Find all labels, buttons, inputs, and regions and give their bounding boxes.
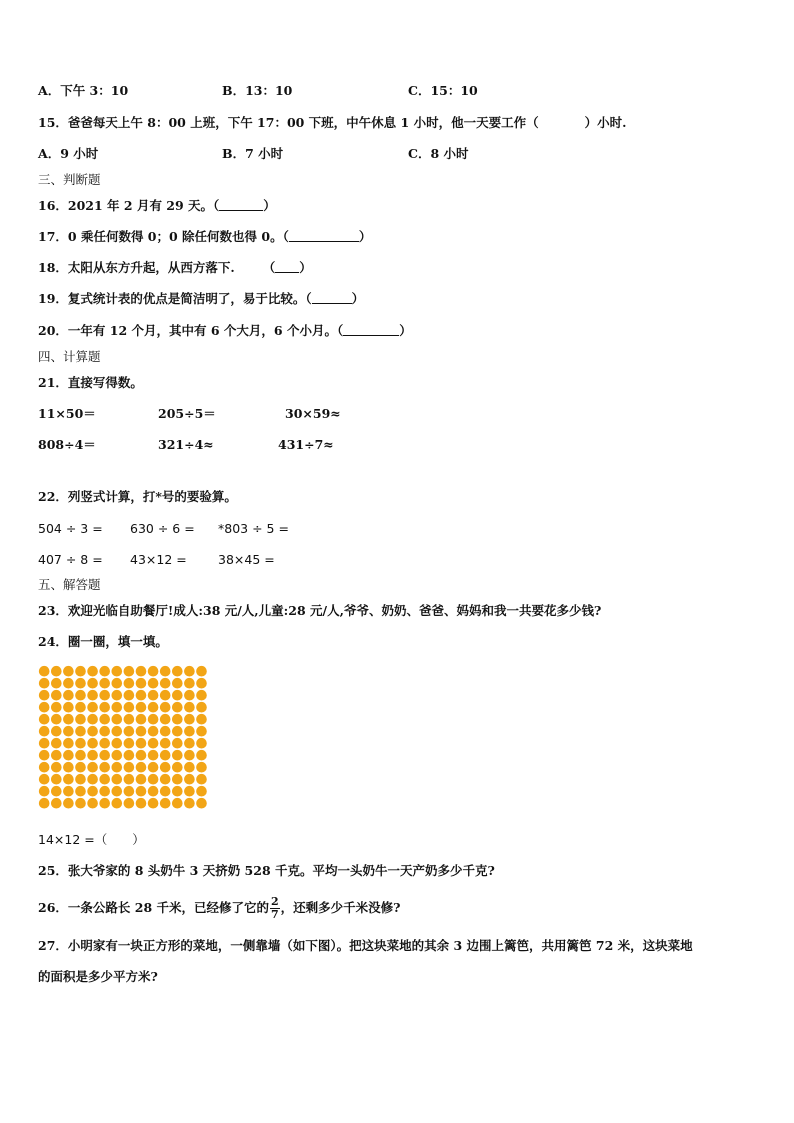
dot xyxy=(172,798,183,809)
dot xyxy=(87,690,98,701)
dot xyxy=(39,702,50,713)
dot xyxy=(99,726,110,737)
dot xyxy=(63,690,74,701)
dot xyxy=(172,774,183,785)
dot xyxy=(99,798,110,809)
dot xyxy=(99,702,110,713)
dot xyxy=(75,678,86,689)
dot xyxy=(196,798,207,809)
section-3-title: 三、判断题 xyxy=(38,172,101,187)
dot xyxy=(39,690,50,701)
dot xyxy=(196,786,207,797)
dot xyxy=(75,702,86,713)
dot xyxy=(51,738,62,749)
dot xyxy=(99,786,110,797)
q22-item: 43×12 = xyxy=(130,552,187,567)
dot xyxy=(124,738,135,749)
dot xyxy=(136,690,147,701)
dot xyxy=(51,702,62,713)
dot xyxy=(160,750,171,761)
dot xyxy=(75,726,86,737)
dot xyxy=(184,702,195,713)
q16-answer-blank[interactable] xyxy=(219,198,263,211)
dot xyxy=(172,714,183,725)
dot xyxy=(39,762,50,773)
dot xyxy=(196,714,207,725)
dot xyxy=(51,690,62,701)
dot xyxy=(160,690,171,701)
dot xyxy=(148,726,159,737)
dot xyxy=(196,726,207,737)
dot xyxy=(112,702,123,713)
dot xyxy=(172,666,183,677)
dot xyxy=(87,798,98,809)
q15-option-b: B．7 小时 xyxy=(222,146,284,161)
dot xyxy=(160,702,171,713)
q17-close: ） xyxy=(358,229,372,244)
dot xyxy=(63,678,74,689)
dot xyxy=(63,714,74,725)
dot xyxy=(184,666,195,677)
dot xyxy=(196,702,207,713)
question-16 xyxy=(38,198,276,214)
dot xyxy=(99,738,110,749)
dot xyxy=(112,786,123,797)
dot xyxy=(112,666,123,677)
dot xyxy=(172,750,183,761)
dot xyxy=(172,786,183,797)
dot xyxy=(124,690,135,701)
q21-item: 808÷4＝ xyxy=(38,437,96,452)
q17-text: 17．0 乘任何数得 0；0 除任何数也得 0。（ xyxy=(38,229,289,244)
dot xyxy=(63,738,74,749)
dot xyxy=(136,798,147,809)
dot xyxy=(99,666,110,677)
dot xyxy=(63,726,74,737)
dot xyxy=(172,726,183,737)
dot xyxy=(160,678,171,689)
dot xyxy=(51,750,62,761)
dot xyxy=(136,726,147,737)
dot xyxy=(75,798,86,809)
dot xyxy=(184,690,195,701)
dot xyxy=(184,738,195,749)
q20-close: ） xyxy=(399,323,412,338)
dot xyxy=(124,798,135,809)
dot xyxy=(172,738,183,749)
dot xyxy=(148,702,159,713)
dot xyxy=(124,750,135,761)
dot xyxy=(160,726,171,737)
dot xyxy=(160,762,171,773)
dot xyxy=(51,726,62,737)
dot xyxy=(99,774,110,785)
q24-title: 24．圈一圈，填一填。 xyxy=(38,634,168,649)
dot xyxy=(51,666,62,677)
dot xyxy=(51,678,62,689)
dot xyxy=(160,738,171,749)
dot xyxy=(75,774,86,785)
dot xyxy=(51,798,62,809)
question-17 xyxy=(38,229,371,245)
q14-option-a: A．下午 3：10 xyxy=(38,83,129,98)
question-19 xyxy=(38,291,364,307)
q18-close: ） xyxy=(299,260,312,275)
dot xyxy=(196,738,207,749)
dot xyxy=(39,714,50,725)
dot xyxy=(196,750,207,761)
q14-option-b: B．13：10 xyxy=(222,83,293,98)
dot xyxy=(39,750,50,761)
dot xyxy=(184,774,195,785)
dot xyxy=(87,702,98,713)
dot xyxy=(148,738,159,749)
dot-grid-image xyxy=(38,665,212,813)
q19-answer-blank[interactable] xyxy=(312,291,352,304)
dot xyxy=(87,714,98,725)
q21-item: 321÷4≈ xyxy=(158,437,214,452)
dot xyxy=(124,786,135,797)
q15-option-c: C．8 小时 xyxy=(408,146,469,161)
dot xyxy=(75,762,86,773)
q22-item: 630 ÷ 6 = xyxy=(130,521,195,536)
dot xyxy=(51,774,62,785)
q26-text-end: ，还剩多少千米没修? xyxy=(280,900,401,915)
dot xyxy=(148,774,159,785)
dot xyxy=(184,714,195,725)
dot xyxy=(184,726,195,737)
dot xyxy=(184,798,195,809)
question-15 xyxy=(38,115,626,131)
dot xyxy=(172,690,183,701)
dot xyxy=(75,786,86,797)
dot xyxy=(196,678,207,689)
q22-item: 407 ÷ 8 = xyxy=(38,552,103,567)
q21-title: 21．直接写得数。 xyxy=(38,375,143,390)
q20-answer-blank[interactable] xyxy=(343,323,399,336)
dot xyxy=(184,762,195,773)
dot xyxy=(148,786,159,797)
dot xyxy=(63,666,74,677)
dot xyxy=(148,750,159,761)
dot xyxy=(112,762,123,773)
q21-item: 431÷7≈ xyxy=(278,437,334,452)
dot xyxy=(196,774,207,785)
dot xyxy=(148,798,159,809)
dot xyxy=(196,762,207,773)
dot xyxy=(124,702,135,713)
dot xyxy=(87,666,98,677)
dot xyxy=(136,762,147,773)
dot xyxy=(39,738,50,749)
dot xyxy=(124,666,135,677)
dot xyxy=(87,678,98,689)
dot xyxy=(136,678,147,689)
question-25: 25．张大爷家的 8 头奶牛 3 天挤奶 528 千克。平均一头奶牛一天产奶多少千克? xyxy=(38,863,495,878)
dot xyxy=(39,726,50,737)
q17-answer-blank[interactable] xyxy=(289,229,359,242)
dot xyxy=(75,714,86,725)
dot xyxy=(184,678,195,689)
dot xyxy=(124,726,135,737)
dot xyxy=(99,678,110,689)
section-4-title: 四、计算题 xyxy=(38,349,101,364)
q16-close: ） xyxy=(263,198,276,213)
q15-text-end: ）小时. xyxy=(584,115,627,130)
q18-answer-blank[interactable] xyxy=(275,260,299,273)
q22-item: 38×45 = xyxy=(218,552,275,567)
dot xyxy=(51,714,62,725)
dot xyxy=(196,690,207,701)
dot xyxy=(87,750,98,761)
dot xyxy=(136,750,147,761)
question-23: 23．欢迎光临自助餐厅!成人:38 元/人,儿童:28 元/人,爷爷、奶奶、爸爸、妈妈和我一共要花多少钱? xyxy=(38,603,602,618)
dot xyxy=(87,726,98,737)
dot xyxy=(184,750,195,761)
q14-option-c: C．15：10 xyxy=(408,83,478,98)
dot xyxy=(124,774,135,785)
q19-text: 19．复式统计表的优点是简洁明了，易于比较。（ xyxy=(38,291,312,306)
dot xyxy=(196,666,207,677)
dot xyxy=(75,690,86,701)
q21-item: 11×50＝ xyxy=(38,406,96,421)
dot xyxy=(112,774,123,785)
dot xyxy=(136,738,147,749)
dot xyxy=(39,678,50,689)
dot xyxy=(124,678,135,689)
dot xyxy=(87,762,98,773)
q20-text: 20．一年有 12 个月，其中有 6 个大月，6 个小月。（ xyxy=(38,323,344,338)
dot xyxy=(99,714,110,725)
dot xyxy=(112,738,123,749)
dot xyxy=(112,678,123,689)
dot xyxy=(99,690,110,701)
dot xyxy=(148,714,159,725)
dot xyxy=(124,762,135,773)
question-20 xyxy=(38,323,412,339)
dot xyxy=(112,798,123,809)
q19-close: ） xyxy=(351,291,365,306)
dot xyxy=(63,774,74,785)
dot xyxy=(172,762,183,773)
dot xyxy=(112,726,123,737)
dot xyxy=(184,786,195,797)
dot xyxy=(148,666,159,677)
question-18 xyxy=(38,260,312,276)
q22-item: 504 ÷ 3 = xyxy=(38,521,103,536)
dot xyxy=(39,774,50,785)
dot xyxy=(39,666,50,677)
dot xyxy=(87,738,98,749)
dot xyxy=(172,678,183,689)
question-26 xyxy=(38,896,400,921)
dot xyxy=(136,714,147,725)
dot xyxy=(148,690,159,701)
dot xyxy=(160,666,171,677)
q24-equation: 14×12 =（ ） xyxy=(38,832,145,847)
dot xyxy=(87,786,98,797)
dot xyxy=(148,678,159,689)
fraction-denominator: 7 xyxy=(271,908,279,921)
dot xyxy=(63,762,74,773)
q15-option-a: A．9 小时 xyxy=(38,146,99,161)
question-27-continued: 的面积是多少平方米? xyxy=(38,969,158,984)
fraction xyxy=(270,896,280,921)
dot xyxy=(99,762,110,773)
dot xyxy=(112,750,123,761)
dot xyxy=(87,774,98,785)
dot xyxy=(124,714,135,725)
dot xyxy=(51,762,62,773)
q15-text: 15．爸爸每天上午 8：00 上班，下午 17：00 下班，中午休息 1 小时，他一天要工作（ xyxy=(38,115,539,130)
q26-text: 26．一条公路长 28 千米，已经修了它的 xyxy=(38,900,269,915)
dot xyxy=(160,774,171,785)
q16-text: 16．2021 年 2 月有 29 天。（ xyxy=(38,198,220,213)
dot xyxy=(63,702,74,713)
q18-text: 18．太阳从东方升起，从西方落下. xyxy=(38,260,235,275)
dot xyxy=(75,750,86,761)
dot xyxy=(63,786,74,797)
q18-open: （ xyxy=(262,260,276,275)
dot xyxy=(136,786,147,797)
dot xyxy=(112,690,123,701)
section-5-title: 五、解答题 xyxy=(38,577,101,592)
dot xyxy=(172,702,183,713)
dot xyxy=(39,798,50,809)
dot xyxy=(99,750,110,761)
dot xyxy=(160,786,171,797)
q21-item: 30×59≈ xyxy=(285,406,341,421)
q22-title: 22．列竖式计算，打*号的要验算。 xyxy=(38,489,237,504)
dot xyxy=(39,786,50,797)
question-27: 27．小明家有一块正方形的菜地，一侧靠墙（如下图）。把这块菜地的其余 3 边围上篱笆，共用篱笆 72 米，这块菜地 xyxy=(38,938,693,953)
dot xyxy=(148,762,159,773)
dot xyxy=(63,750,74,761)
dot xyxy=(136,774,147,785)
dot xyxy=(136,666,147,677)
dot xyxy=(136,702,147,713)
dot xyxy=(112,714,123,725)
dot xyxy=(160,798,171,809)
dot xyxy=(75,738,86,749)
dot xyxy=(51,786,62,797)
q22-item: *803 ÷ 5 = xyxy=(218,521,289,536)
dot xyxy=(160,714,171,725)
fraction-numerator: 2 xyxy=(271,895,279,908)
q21-item: 205÷5＝ xyxy=(158,406,216,421)
dot xyxy=(63,798,74,809)
dot xyxy=(75,666,86,677)
